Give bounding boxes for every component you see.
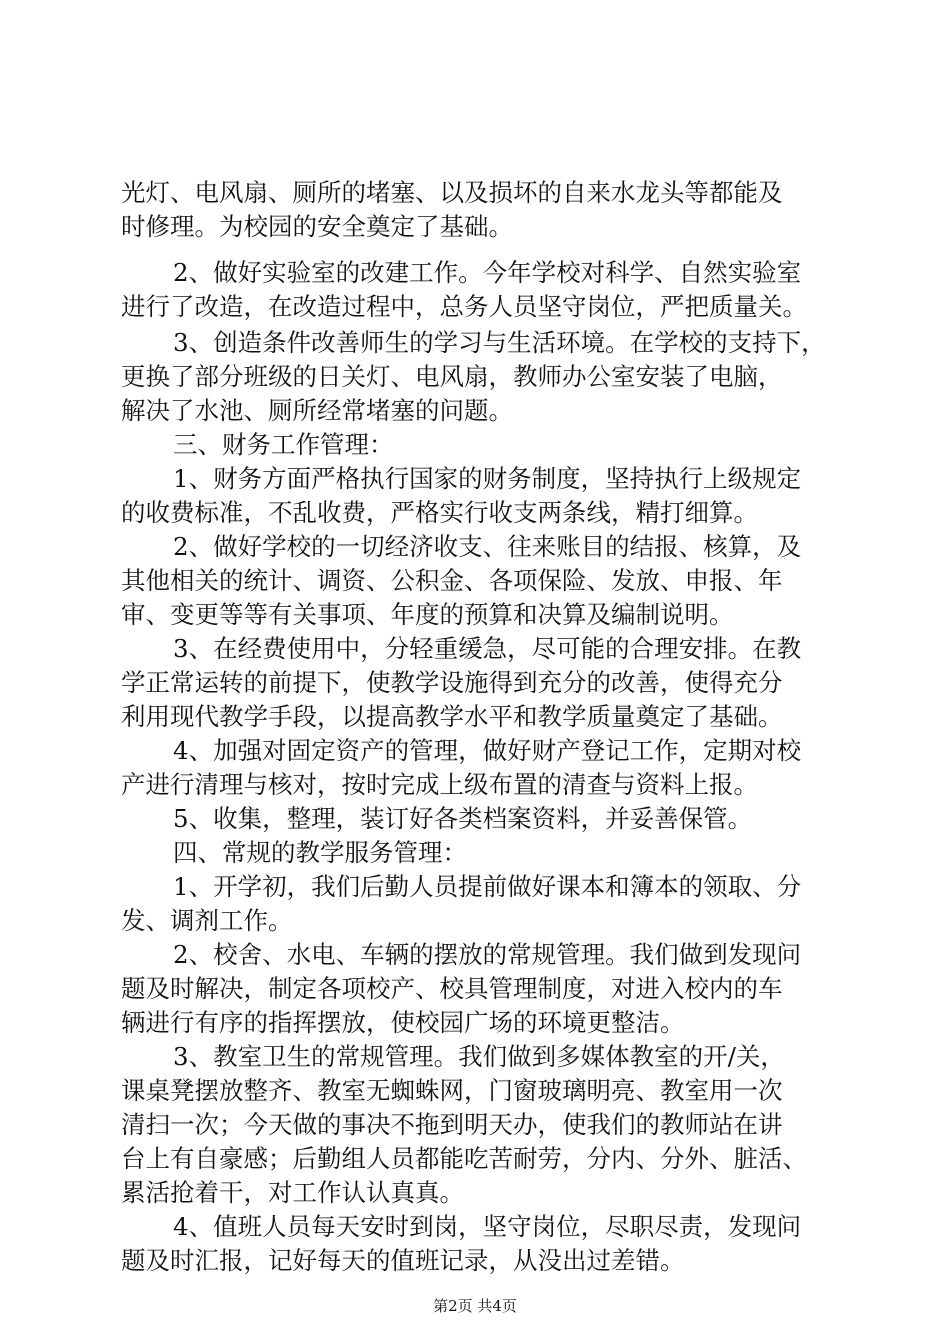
text-line: 3、在经费使用中，分轻重缓急，尽可能的合理安排。在教 <box>173 634 802 663</box>
text-line: 时修理。为校园的安全奠定了基础。 <box>121 212 513 241</box>
text-line: 利用现代教学手段，以提高教学水平和教学质量奠定了基础。 <box>121 702 783 731</box>
text-line: 3、创造条件改善师生的学习与生活环境。在学校的支持下， <box>173 328 826 357</box>
text-line: 累活抢着干，对工作认认真真。 <box>121 1178 464 1207</box>
text-line: 4、加强对固定资产的管理，做好财产登记工作，定期对校 <box>173 736 802 765</box>
text-line: 2、做好实验室的改建工作。今年学校对科学、自然实验室 <box>173 258 802 287</box>
text-line: 光灯、电风扇、厕所的堵塞、以及损坏的自来水龙头等都能及 <box>121 178 783 207</box>
text-line: 课桌凳摆放整齐、教室无蜘蛛网，门窗玻璃明亮、教室用一次 <box>121 1076 783 1105</box>
page-footer <box>0 1296 950 1316</box>
text-line: 1、财务方面严格执行国家的财务制度，坚持执行上级规定 <box>173 464 802 493</box>
text-line: 2、做好学校的一切经济收支、往来账目的结报、核算，及 <box>173 532 802 561</box>
text-line: 更换了部分班级的日关灯、电风扇，教师办公室安装了电脑， <box>121 362 783 391</box>
text-line: 题及时汇报，记好每天的值班记录，从没出过差错。 <box>121 1246 685 1275</box>
text-line: 其他相关的统计、调资、公积金、各项保险、发放、申报、年 <box>121 566 783 595</box>
text-line: 的收费标准，不乱收费，严格实行收支两条线，精打细算。 <box>121 498 758 527</box>
text-line: 进行了改造，在改造过程中，总务人员坚守岗位，严把质量关。 <box>121 292 807 321</box>
text-line: 5、收集，整理，装订好各类档案资料，并妥善保管。 <box>173 804 753 833</box>
text-line: 产进行清理与核对，按时完成上级布置的清查与资料上报。 <box>121 770 758 799</box>
text-line: 学正常运转的前提下，使教学设施得到充分的改善，使得充分 <box>121 668 783 697</box>
text-line: 台上有自豪感；后勤组人员都能吃苦耐劳，分内、分外、脏活、 <box>121 1144 807 1173</box>
section-heading: 四、常规的教学服务管理： <box>173 838 467 867</box>
section-heading: 三、财务工作管理： <box>173 430 394 459</box>
text-line: 4、值班人员每天安时到岗，坚守岗位，尽职尽责，发现问 <box>173 1212 802 1241</box>
text-line: 1、开学初，我们后勤人员提前做好课本和簿本的领取、分 <box>173 872 802 901</box>
text-line: 2、校舍、水电、车辆的摆放的常规管理。我们做到发现问 <box>173 940 802 969</box>
text-line: 解决了水池、厕所经常堵塞的问题。 <box>121 396 513 425</box>
text-line: 清扫一次；今天做的事决不拖到明天办，使我们的教师站在讲 <box>121 1110 783 1139</box>
text-line: 辆进行有序的指挥摆放，使校园广场的环境更整洁。 <box>121 1008 685 1037</box>
text-line: 3、教室卫生的常规管理。我们做到多媒体教室的开/关， <box>173 1042 785 1071</box>
text-line: 题及时解决，制定各项校产、校具管理制度，对进入校内的车 <box>121 974 783 1003</box>
page-number: 第2页 共4页 <box>433 1297 517 1315</box>
text-line: 审、变更等等有关事项、年度的预算和决算及编制说明。 <box>121 600 734 629</box>
text-line: 发、调剂工作。 <box>121 906 293 935</box>
